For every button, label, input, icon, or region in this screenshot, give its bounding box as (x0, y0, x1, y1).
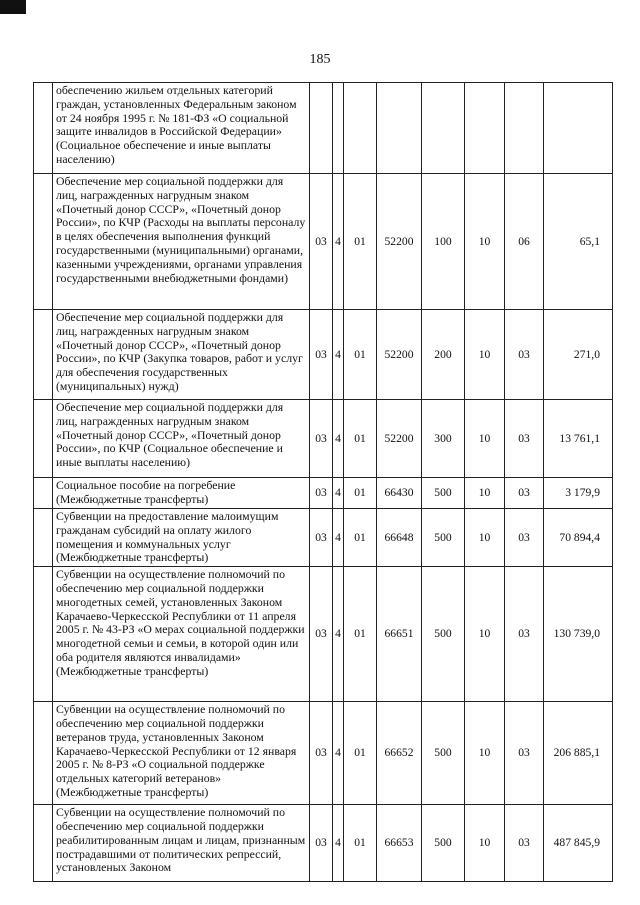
expense-type-cell: 100 (422, 174, 465, 310)
ministry-code-cell: 03 (310, 702, 333, 805)
expense-type-cell: 200 (422, 310, 465, 400)
table-row (34, 400, 613, 478)
table-row (34, 310, 613, 400)
amount-cell: 487 845,9 (544, 805, 613, 882)
ministry-code-cell: 03 (310, 805, 333, 882)
target-article-cell (377, 83, 422, 174)
row-number-cell (34, 805, 53, 882)
table-row (34, 83, 613, 174)
row-number-cell (34, 702, 53, 805)
budget-table (33, 82, 613, 882)
expense-type-cell (422, 83, 465, 174)
row-number-cell (34, 400, 53, 478)
amount-cell: 271,0 (544, 310, 613, 400)
description-cell: Обеспечение мер социальной поддержки для лиц, награжденных нагрудным знаком «Почетный донор СССР», «Почетный донор России», по КЧР (Расходы на выплаты персоналу в целях обеспечения выполнения функций государственными (муниципальными) органами, казенными учреждениями, органами управления государственными внебюджетными фондами) (53, 174, 310, 310)
row-number-cell (34, 83, 53, 174)
subsection-code-cell: 01 (344, 400, 377, 478)
classification-code-cell: 10 (465, 567, 505, 702)
sub-code-cell: 03 (505, 509, 544, 567)
subsection-code-cell: 01 (344, 174, 377, 310)
target-article-cell: 66648 (377, 509, 422, 567)
amount-cell: 130 739,0 (544, 567, 613, 702)
target-article-cell: 66652 (377, 702, 422, 805)
expense-type-cell: 500 (422, 702, 465, 805)
description-cell: Субвенции на осуществление полномочий по обеспечению мер социальной поддержки многодетных семей, установленных Законом Карачаево-Черкесской Республики от 11 апреля 2005 г. № 43-РЗ «О мерах социальной поддержки многодетной семьи и семьи, в которой один или оба родителя являются инвалидами» (Межбюджетные трансферты) (53, 567, 310, 702)
ministry-code-cell: 03 (310, 310, 333, 400)
row-number-cell (34, 174, 53, 310)
description-cell: Обеспечение мер социальной поддержки для лиц, награжденных нагрудным знаком «Почетный донор СССР», «Почетный донор России», по КЧР (Закупка товаров, работ и услуг для обеспечения государственных (муниципальных) нужд) (53, 310, 310, 400)
classification-code-cell: 10 (465, 702, 505, 805)
table-row (34, 567, 613, 702)
expense-type-cell: 500 (422, 805, 465, 882)
description-cell: Субвенции на осуществление полномочий по обеспечению мер социальной поддержки реабилитированным лицам и лицам, признанным пострадавшими от политических репрессий, установленых Законом (53, 805, 310, 882)
expense-type-cell: 500 (422, 567, 465, 702)
ministry-code-cell (310, 83, 333, 174)
description-cell: Субвенции на осуществление полномочий по обеспечению мер социальной поддержки ветеранов труда, установленных Законом Карачаево-Черкесской Республики от 12 января 2005 г. № 8-РЗ «О социальной поддержке отдельных категорий ветеранов» (Межбюджетные трансферты) (53, 702, 310, 805)
description-cell: обеспечению жильем отдельных категорий граждан, установленных Федеральным законом от 24 ноября 1995 г. № 181-ФЗ «О социальной защите инвалидов в Российской Федерации» (Социальное обеспечение и иные выплаты населению) (53, 83, 310, 174)
sub-code-cell: 03 (505, 805, 544, 882)
ministry-code-cell: 03 (310, 567, 333, 702)
classification-code-cell: 10 (465, 400, 505, 478)
table-row (34, 702, 613, 805)
section-code-cell: 4 (333, 400, 344, 478)
target-article-cell: 66653 (377, 805, 422, 882)
sub-code-cell: 03 (505, 310, 544, 400)
classification-code-cell: 10 (465, 174, 505, 310)
section-code-cell: 4 (333, 509, 344, 567)
target-article-cell: 66651 (377, 567, 422, 702)
table-row (34, 174, 613, 310)
amount-cell (544, 83, 613, 174)
classification-code-cell (465, 83, 505, 174)
target-article-cell: 52200 (377, 310, 422, 400)
amount-cell: 3 179,9 (544, 478, 613, 509)
subsection-code-cell: 01 (344, 310, 377, 400)
ministry-code-cell: 03 (310, 174, 333, 310)
amount-cell: 206 885,1 (544, 702, 613, 805)
classification-code-cell: 10 (465, 509, 505, 567)
expense-type-cell: 300 (422, 400, 465, 478)
amount-cell: 70 894,4 (544, 509, 613, 567)
section-code-cell: 4 (333, 310, 344, 400)
subsection-code-cell: 01 (344, 478, 377, 509)
expense-type-cell: 500 (422, 478, 465, 509)
ministry-code-cell: 03 (310, 509, 333, 567)
sub-code-cell (505, 83, 544, 174)
classification-code-cell: 10 (465, 805, 505, 882)
scan-corner-mark (0, 0, 26, 14)
target-article-cell: 66430 (377, 478, 422, 509)
subsection-code-cell: 01 (344, 509, 377, 567)
section-code-cell: 4 (333, 174, 344, 310)
ministry-code-cell: 03 (310, 478, 333, 509)
description-cell: Субвенции на предоставление малоимущим гражданам субсидий на оплату жилого помещения и коммунальных услуг (Межбюджетные трансферты) (53, 509, 310, 567)
table-row (34, 805, 613, 882)
ministry-code-cell: 03 (310, 400, 333, 478)
table-row (34, 478, 613, 509)
target-article-cell: 52200 (377, 400, 422, 478)
sub-code-cell: 03 (505, 567, 544, 702)
description-cell: Социальное пособие на погребение (Межбюджетные трансферты) (53, 478, 310, 509)
row-number-cell (34, 310, 53, 400)
subsection-code-cell (344, 83, 377, 174)
row-number-cell (34, 567, 53, 702)
sub-code-cell: 03 (505, 400, 544, 478)
section-code-cell: 4 (333, 567, 344, 702)
amount-cell: 65,1 (544, 174, 613, 310)
description-cell: Обеспечение мер социальной поддержки для лиц, награжденных нагрудным знаком «Почетный донор СССР», «Почетный донор России», по КЧР (Социальное обеспечение и иные выплаты населению) (53, 400, 310, 478)
page-number: 185 (309, 52, 331, 67)
classification-code-cell: 10 (465, 478, 505, 509)
classification-code-cell: 10 (465, 310, 505, 400)
amount-cell: 13 761,1 (544, 400, 613, 478)
table-row (34, 509, 613, 567)
section-code-cell: 4 (333, 702, 344, 805)
section-code-cell (333, 83, 344, 174)
target-article-cell: 52200 (377, 174, 422, 310)
subsection-code-cell: 01 (344, 567, 377, 702)
row-number-cell (34, 478, 53, 509)
section-code-cell: 4 (333, 805, 344, 882)
sub-code-cell: 03 (505, 478, 544, 509)
section-code-cell: 4 (333, 478, 344, 509)
expense-type-cell: 500 (422, 509, 465, 567)
row-number-cell (34, 509, 53, 567)
sub-code-cell: 06 (505, 174, 544, 310)
subsection-code-cell: 01 (344, 805, 377, 882)
subsection-code-cell: 01 (344, 702, 377, 805)
sub-code-cell: 03 (505, 702, 544, 805)
